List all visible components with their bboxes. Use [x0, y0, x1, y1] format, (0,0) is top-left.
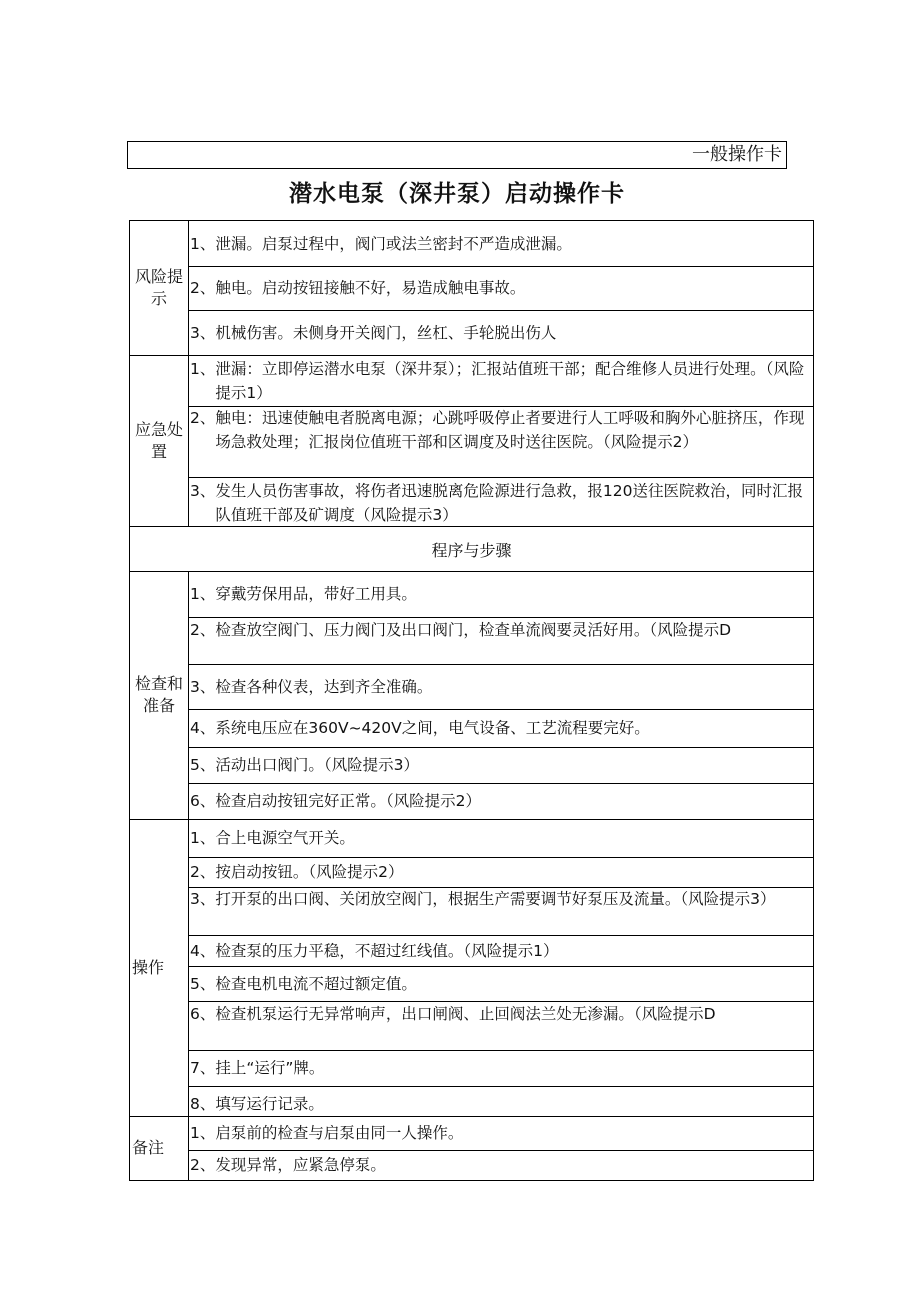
note-item: 2、 发现异常，应紧急停泵。: [190, 1156, 386, 1174]
operation-item: 6、 检查机泵运行无异常响声，出口闸阀、止回阀法兰处无渗漏。（风险提示D: [190, 1005, 716, 1023]
check-item: 3、 检查各种仪表，达到齐全准确。: [190, 677, 433, 696]
operation-item: 7、 挂上“运行”牌。: [190, 1059, 325, 1077]
operation-card-table: [129, 220, 814, 1181]
check-item: 5、 活动出口阀门。（风险提示3）: [190, 756, 419, 774]
risk-item: 1、 泄漏。启泵过程中，阀门或法兰密封不严造成泄漏。: [190, 234, 572, 253]
check-item: 4、 系统电压应在360V~420V之间，电气设备、工艺流程要完好。: [190, 719, 650, 737]
procedure-banner: 程序与步骤: [431, 540, 512, 560]
check-section-label: 检查和准备: [134, 674, 183, 715]
risk-item: 2、 触电。启动按钮接触不好，易造成触电事故。: [190, 279, 526, 297]
operation-item: 5、 检查电机电流不超过额定值。: [190, 974, 417, 993]
emergency-item: 1、 泄漏：立即停运潜水电泵（深井泵）；汇报站值班干部；配合维修人员进行处理。（风险提示1）: [190, 360, 805, 402]
emergency-section-label: 应急处置: [134, 419, 183, 461]
operation-section-label: 操作: [132, 957, 165, 977]
card-type-label: 一般操作卡: [692, 144, 782, 165]
note-item: 1、 启泵前的检查与启泵由同一人操作。: [190, 1124, 464, 1142]
check-item: 2、 检查放空阀门、压力阀门及出口阀门，检查单流阀要灵活好用。（风险提示D: [190, 621, 732, 639]
operation-item: 3、 打开泵的出口阀、关闭放空阀门，根据生产需要调节好泵压及流量。（风险提示3）: [190, 890, 776, 908]
check-item: 1、 穿戴劳保用品，带好工用具。: [190, 585, 417, 603]
emergency-item: 2、 触电：迅速使触电者脱离电源；心跳呼吸停止者要进行人工呼吸和胸外心脏挤压，作现场急救处理；汇报岗位值班干部和区调度及时送往医院。（风险提示2）: [190, 409, 805, 451]
risk-section-label: 风险提示: [134, 267, 183, 308]
operation-item: 4、 检查泵的压力平稳，不超过红线值。（风险提示1）: [190, 941, 559, 960]
emergency-item: 3、 发生人员伤害事故，将伤者迅速脱离危险源进行急救，报120送往医院救治，同时汇报队值班干部及矿调度（风险提示3）: [190, 482, 803, 524]
operation-item: 2、 按启动按钮。（风险提示2）: [190, 863, 404, 881]
card-type-box: [127, 141, 787, 169]
check-item: 6、 检查启动按钮完好正常。（风险提示2）: [190, 792, 481, 810]
risk-item: 3、 机械伤害。未侧身开关阀门，丝杠、手轮脱出伤人: [190, 323, 557, 342]
operation-item: 8、 填写运行记录。: [190, 1095, 324, 1113]
page-title: 潜水电泵（深井泵）启动操作卡: [289, 181, 625, 207]
operation-item: 1、 合上电源空气开关。: [190, 829, 355, 847]
notes-section-label: 备注: [132, 1138, 165, 1157]
